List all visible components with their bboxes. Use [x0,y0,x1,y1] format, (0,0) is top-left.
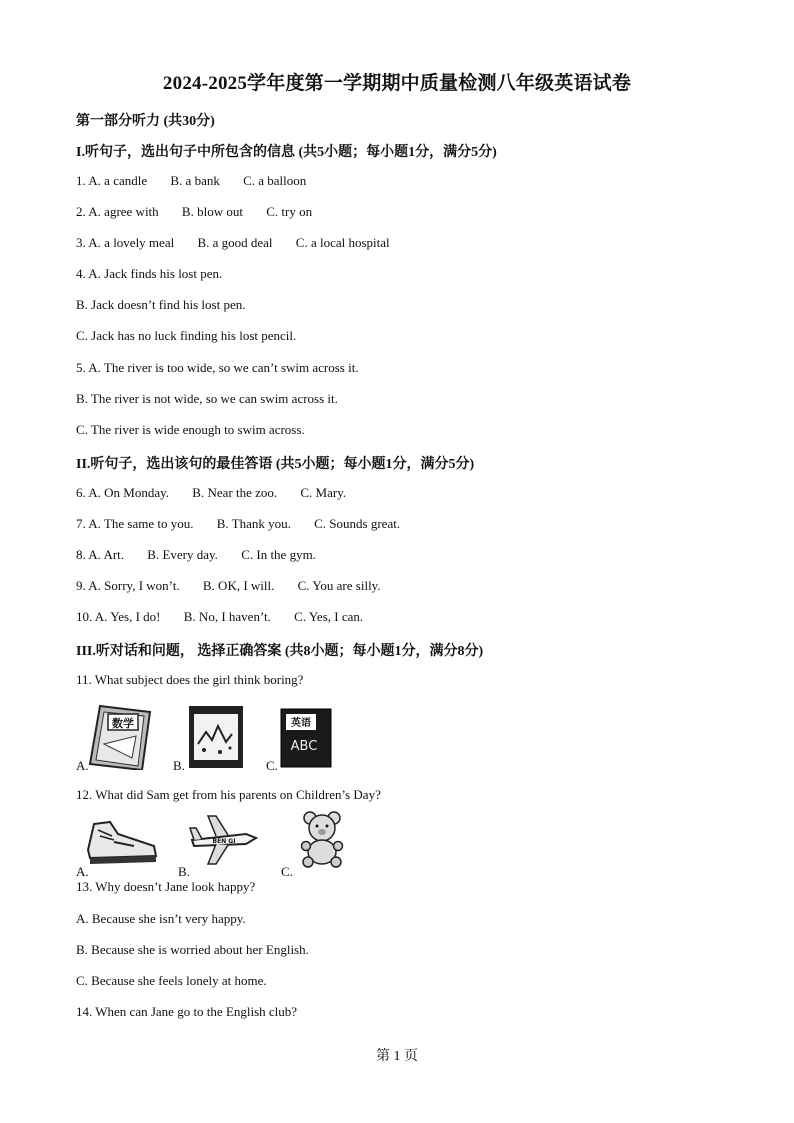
q4-option-b: B. Jack doesn’t find his lost pen. [76,297,246,312]
q9-option-a: 9. A. Sorry, I won’t. [76,578,180,593]
q7-option-c: C. Sounds great. [314,516,401,531]
question-13: 13. Why doesn’t Jane look happy? [76,879,256,894]
q12-pictures [76,810,476,880]
q13-option-b: B. Because she is worried about her English. [76,942,309,957]
q10-option-c: C. Yes, I can. [294,609,364,624]
part1-heading: 第一部分听力 (共30分) [76,114,215,129]
q11-letter-b: B. [173,758,185,773]
question-14: 14. When can Jane go to the English club? [76,1004,298,1019]
q13-option-c: C. Because she feels lonely at home. [76,973,267,988]
q5-option-a: 5. A. The river is too wide, so we can’t swim across it. [76,360,359,375]
q7-option-a: 7. A. The same to you. [76,516,194,531]
english-book-image [278,706,334,770]
plane-label: BEN GI [212,838,236,845]
q3-option-c: C. a local hospital [295,235,390,250]
q1-option-a: 1. A. a candle [76,173,148,188]
q7-option-b: B. Thank you. [216,516,291,531]
q6-option-a: 6. A. On Monday. [76,485,170,500]
q10-option-b: B. No, I haven’t. [183,609,271,624]
q11-pictures [76,704,476,774]
q5-option-c: C. The river is wide enough to swim across. [76,422,305,437]
q13-option-a: A. Because she isn’t very happy. [76,911,246,926]
q6-option-b: B. Near the zoo. [192,485,278,500]
q8-option-c: C. In the gym. [241,547,316,562]
art-book-image [186,704,246,770]
question-8 [76,547,316,563]
question-10 [76,609,363,625]
q12-letter-c: C. [281,864,293,879]
q3-option-a: 3. A. a lovely meal [76,235,175,250]
q11-letter-c: C. [266,758,278,773]
sneakers-image [84,812,160,866]
page-title: 2024-2025学年度第一学期期中质量检测八年级英语试卷 [162,73,632,94]
q3-option-b: B. a good deal [197,235,273,250]
q1-option-b: B. a bank [170,173,220,188]
question-12: 12. What did Sam get from his parents on Children’s Day? [76,787,381,802]
q2-option-a: 2. A. agree with [76,204,159,219]
teddy-bear-image [296,810,348,868]
question-6 [76,485,346,501]
question-1 [76,173,306,189]
q6-option-c: C. Mary. [300,485,347,500]
math-book-label: 数学 [112,717,134,730]
section1-heading: I.听句子，选出句子中所包含的信息 (共5小题；每小题1分，满分5分) [76,145,497,160]
english-book-label: 英语 [291,718,311,729]
q4-option-c: C. Jack has no luck finding his lost pencil. [76,328,297,343]
section3-heading: III.听对话和问题， 选择正确答案 (共8小题；每小题1分，满分8分) [76,644,484,659]
section2-heading: II.听句子，选出该句的最佳答语 (共5小题；每小题1分，满分5分) [76,457,475,472]
math-book-image [86,704,152,770]
q12-letter-b: B. [178,864,190,879]
q8-option-b: B. Every day. [147,547,218,562]
q2-option-c: C. try on [266,204,313,219]
toy-plane-image [186,810,260,866]
question-7 [76,516,400,532]
q9-option-c: C. You are silly. [297,578,381,593]
q10-option-a: 10. A. Yes, I do! [76,609,161,624]
question-3 [76,235,390,251]
q12-letter-a: A. [76,864,89,879]
q2-option-b: B. blow out [181,204,243,219]
english-book-letters: ABC [290,739,318,754]
q4-option-a: 4. A. Jack finds his lost pen. [76,266,223,281]
q11-letter-a: A. [76,758,89,773]
page-number: 第 1 页 [376,1049,418,1064]
q5-option-b: B. The river is not wide, so we can swim across it. [76,391,338,406]
q9-option-b: B. OK, I will. [202,578,275,593]
question-9 [76,578,381,594]
q8-option-a: 8. A. Art. [76,547,125,562]
q1-option-c: C. a balloon [243,173,307,188]
question-2 [76,204,312,220]
question-11: 11. What subject does the girl think boring? [76,672,304,687]
